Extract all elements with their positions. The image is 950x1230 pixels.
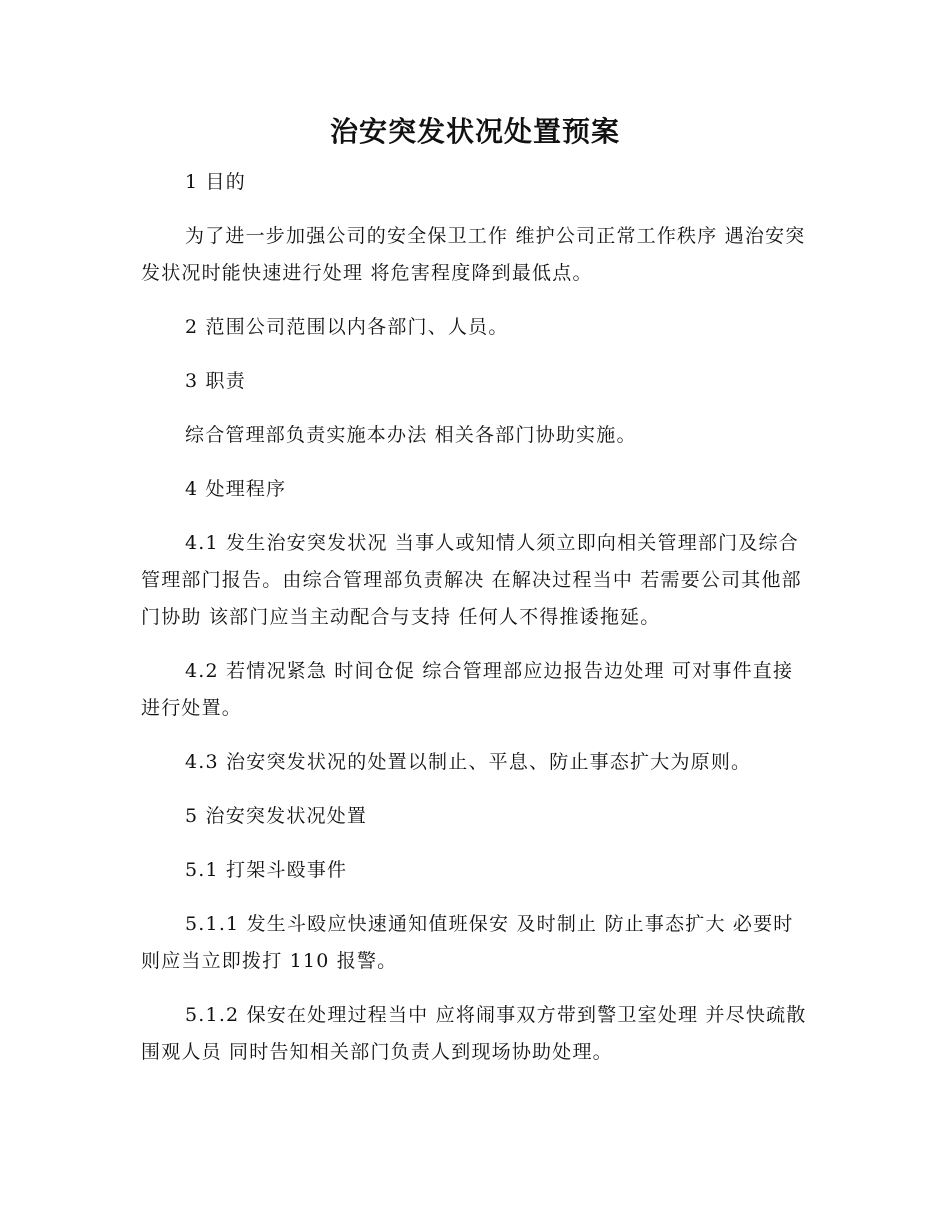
section-heading-handling: 5 治安突发状况处置 <box>185 805 368 827</box>
paragraph-purpose: 为了进一步加强公司的安全保卫工作 维护公司正常工作秩序 遇治安突发状况时能快速进行处理 将危害程度降到最低点。 <box>141 225 806 284</box>
section-heading-duties: 3 职责 <box>185 370 246 392</box>
section-heading-scope: 2 范围公司范围以内各部门、人员。 <box>185 316 509 338</box>
paragraph-5-1-2: 5.1.2 保安在处理过程当中 应将闹事双方带到警卫室处理 并尽快疏散围观人员 同时告知相关部门负责人到现场协助处理。 <box>141 1004 807 1063</box>
paragraph-5-1-1: 5.1.1 发生斗殴应快速通知值班保安 及时制止 防止事态扩大 必要时则应当立即拨打 110 报警。 <box>141 913 794 972</box>
section-heading-procedure: 4 处理程序 <box>185 478 287 500</box>
section-heading-purpose: 1 目的 <box>185 171 246 193</box>
paragraph-4-3: 4.3 治安突发状况的处置以制止、平息、防止事态扩大为原则。 <box>185 751 752 773</box>
paragraph-4-1: 4.1 发生治安突发状况 当事人或知情人须立即向相关管理部门及综合管理部门报告。由综合管理部负责解决 在解决过程当中 若需要公司其他部门协助 该部门应当主动配合与支持 任何人不得推诿拖延。 <box>141 532 802 628</box>
paragraph-4-2: 4.2 若情况紧急 时间仓促 综合管理部应边报告边处理 可对事件直接进行处置。 <box>141 660 794 719</box>
paragraph-duties: 综合管理部负责实施本办法 相关各部门协助实施。 <box>185 424 637 446</box>
document-body <box>141 164 811 1071</box>
document-title: 治安突发状况处置预案 <box>329 115 620 148</box>
subsection-heading-5-1: 5.1 打架斗殴事件 <box>185 859 348 881</box>
